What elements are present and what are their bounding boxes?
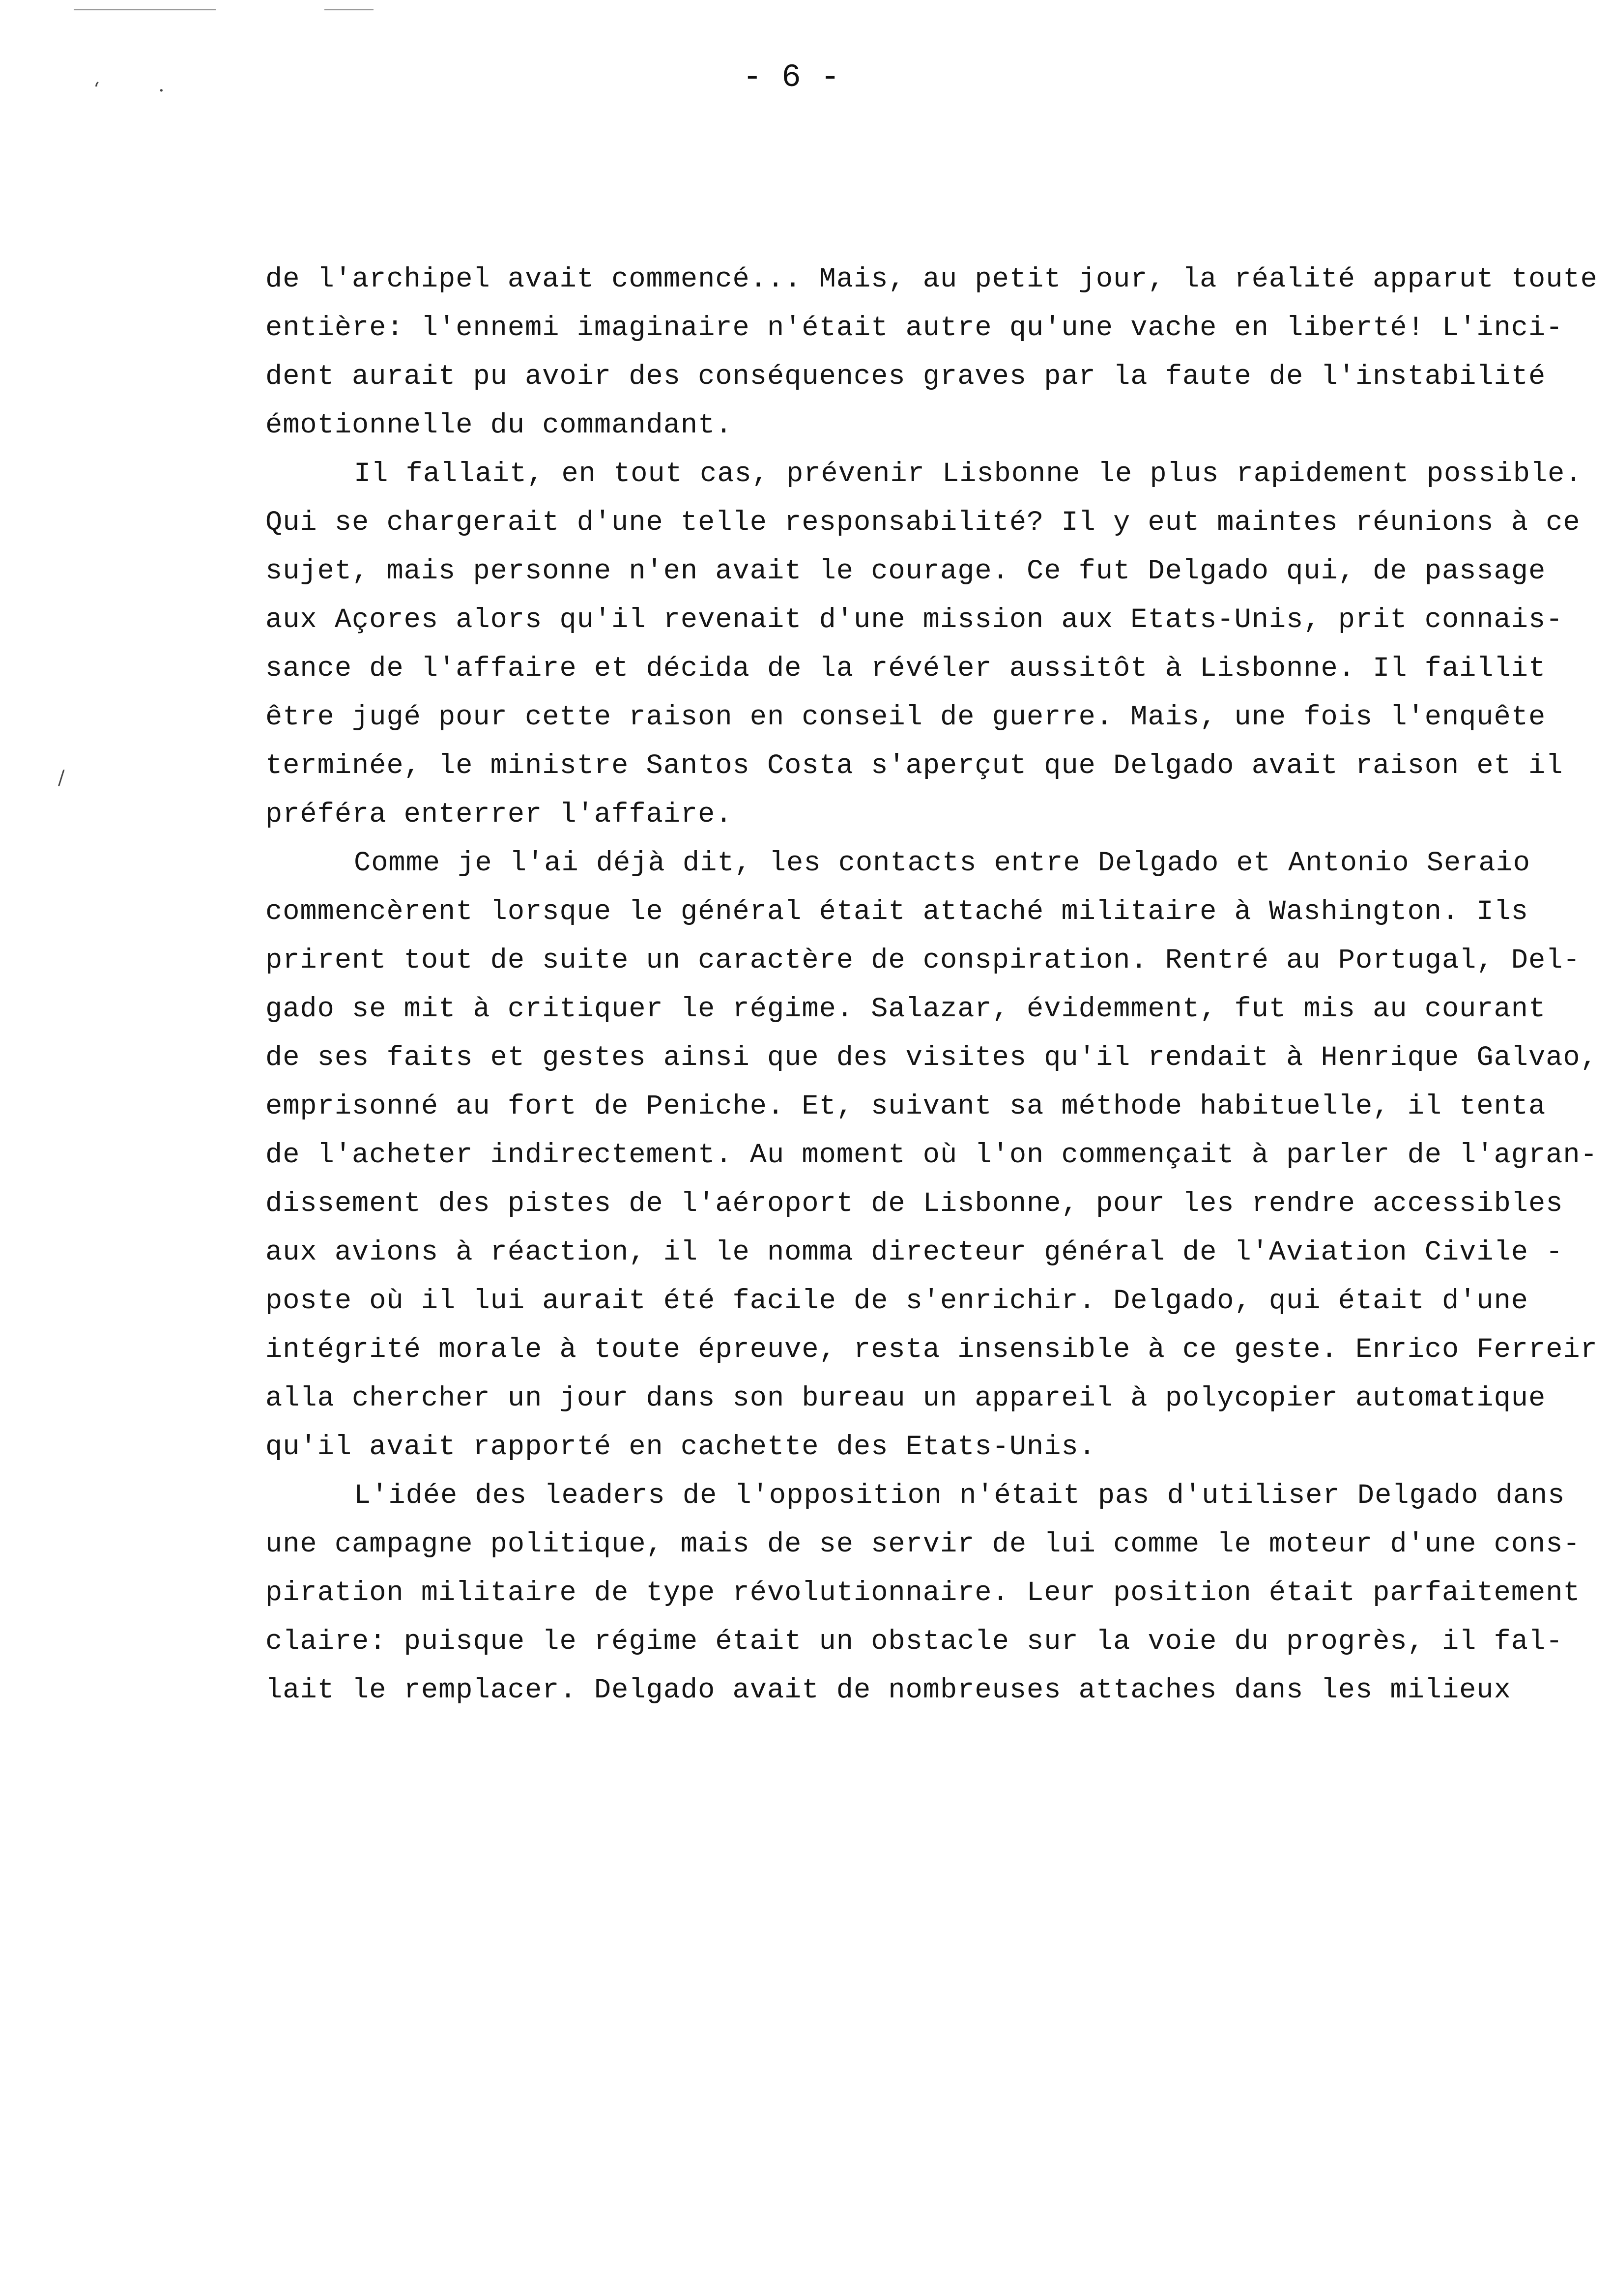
text-line: une campagne politique, mais de se servir de lui comme le moteur d'une cons-: [265, 1529, 1581, 1560]
text-line: poste où il lui aurait été facile de s'enrichir. Delgado, qui était d'une: [265, 1286, 1529, 1317]
text-line: de l'archipel avait commencé... Mais, au petit jour, la réalité apparut toute: [265, 264, 1598, 295]
text-line: emprisonné au fort de Peniche. Et, suivant sa méthode habituelle, il tenta: [265, 1091, 1546, 1122]
text-line: être jugé pour cette raison en conseil de guerre. Mais, une fois l'enquête: [265, 702, 1546, 733]
text-line: Qui se chargerait d'une telle responsabilité? Il y eut maintes réunions à ce: [265, 507, 1581, 539]
text-line: dissement des pistes de l'aéroport de Lisbonne, pour les rendre accessibles: [265, 1188, 1563, 1220]
text-line: piration militaire de type révolutionnaire. Leur position était parfaitement: [265, 1578, 1581, 1609]
text-line: émotionnelle du commandant.: [265, 410, 733, 441]
text-line: terminée, le ministre Santos Costa s'aperçut que Delgado avait raison et il: [265, 750, 1563, 782]
text-line: lait le remplacer. Delgado avait de nombreuses attaches dans les milieux: [265, 1675, 1511, 1706]
text-line: de l'acheter indirectement. Au moment où l'on commençait à parler de l'agran-: [265, 1140, 1598, 1171]
text-line: sujet, mais personne n'en avait le courage. Ce fut Delgado qui, de passage: [265, 556, 1546, 587]
text-line: qu'il avait rapporté en cachette des Etats-Unis.: [265, 1432, 1096, 1463]
text-line: sance de l'affaire et décida de la révéler aussitôt à Lisbonne. Il faillit: [265, 653, 1546, 685]
scan-speck: /: [58, 767, 65, 789]
text-line: de ses faits et gestes ainsi que des visites qu'il rendait à Henrique Galvao,: [265, 1042, 1598, 1074]
text-line: intégrité morale à toute épreuve, resta insensible à ce geste. Enrico Ferreir: [265, 1334, 1598, 1366]
body-text: [265, 256, 1612, 1715]
text-line: gado se mit à critiquer le régime. Salazar, évidemment, fut mis au courant: [265, 994, 1546, 1025]
text-line: Comme je l'ai déjà dit, les contacts entre Delgado et Antonio Seraio: [354, 848, 1530, 879]
page-number: - 6 -: [742, 59, 840, 96]
text-line: commencèrent lorsque le général était attaché militaire à Washington. Ils: [265, 896, 1529, 928]
text-line: claire: puisque le régime était un obstacle sur la voie du progrès, il fal-: [265, 1626, 1563, 1658]
scan-speck: ‘: [93, 79, 100, 101]
text-line: dent aurait pu avoir des conséquences graves par la faute de l'instabilité: [265, 361, 1546, 393]
text-line: préféra enterrer l'affaire.: [265, 799, 733, 831]
scan-edge-line: [74, 9, 216, 10]
text-line: L'idée des leaders de l'opposition n'était pas d'utiliser Delgado dans: [354, 1480, 1565, 1512]
text-line: entière: l'ennemi imaginaire n'était autre qu'une vache en liberté! L'inci-: [265, 313, 1563, 344]
text-line: aux avions à réaction, il le nomma directeur général de l'Aviation Civile -: [265, 1237, 1563, 1268]
text-line: alla chercher un jour dans son bureau un appareil à polycopier automatique: [265, 1383, 1546, 1414]
text-line: Il fallait, en tout cas, prévenir Lisbonne le plus rapidement possible.: [354, 459, 1583, 490]
scan-edge-line: [324, 9, 374, 10]
scan-speck: ·: [158, 80, 165, 102]
text-line: prirent tout de suite un caractère de conspiration. Rentré au Portugal, Del-: [265, 945, 1581, 976]
text-line: aux Açores alors qu'il revenait d'une mission aux Etats-Unis, prit connais-: [265, 604, 1563, 636]
